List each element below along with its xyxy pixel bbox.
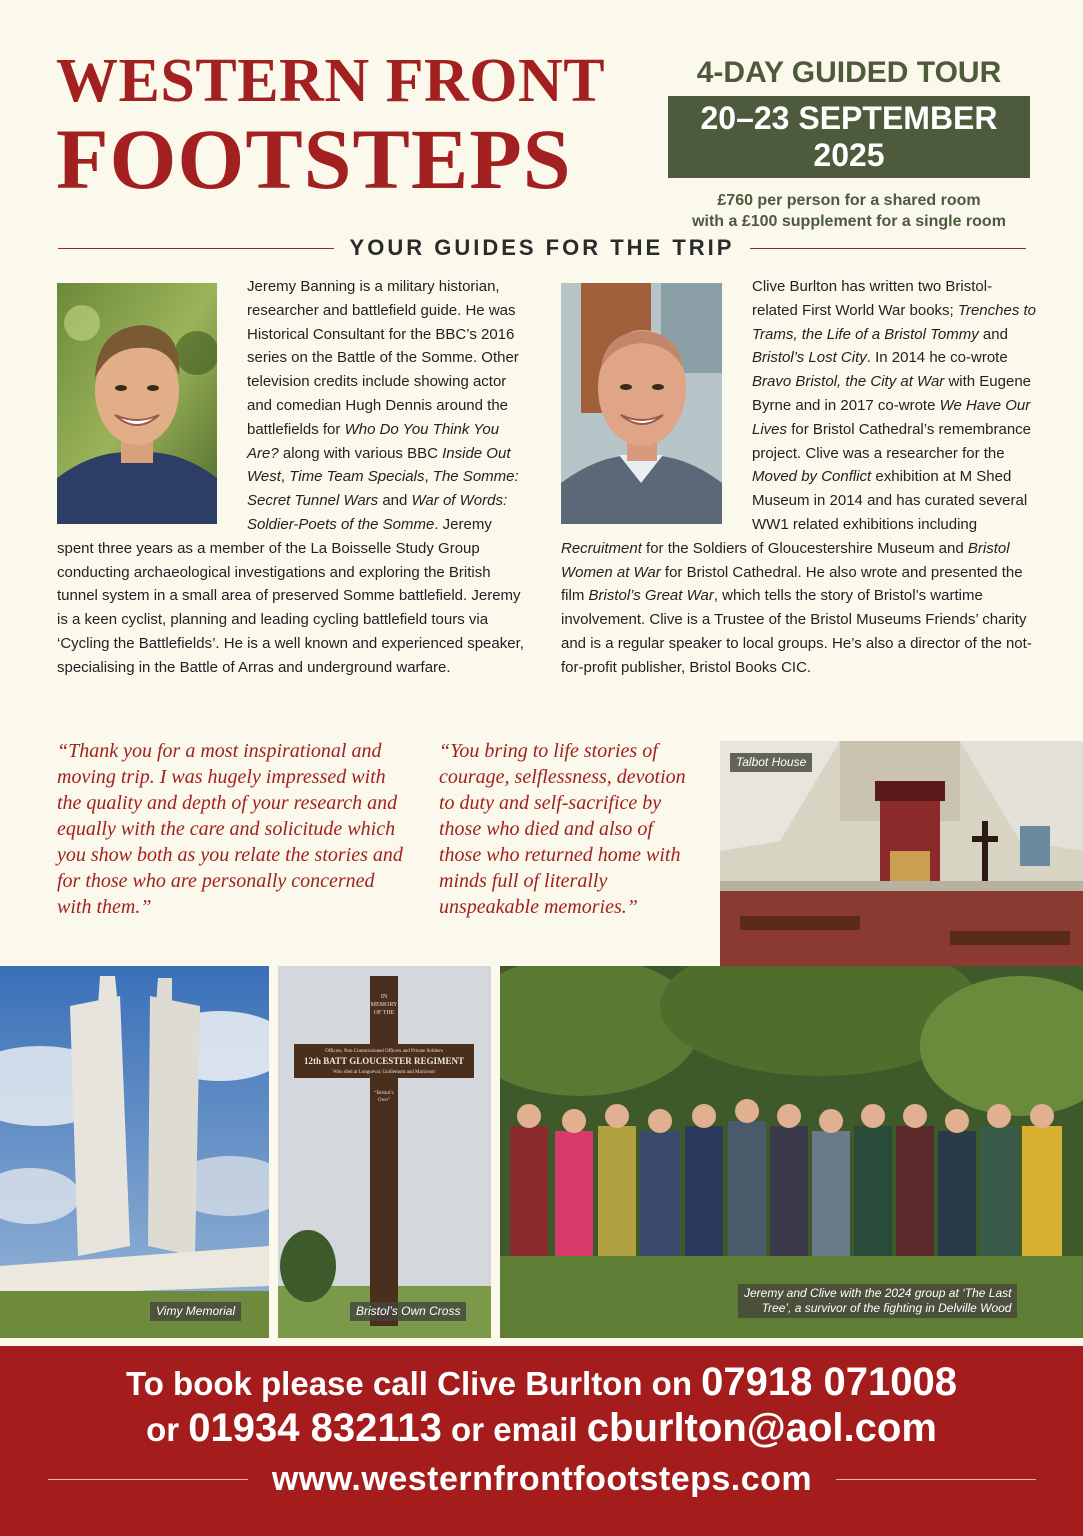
vimy-memorial-photo [0, 966, 269, 1338]
phone-landline-link[interactable]: 01934 832113 [188, 1406, 442, 1450]
jeremy-bio-text: , [424, 468, 433, 486]
cross-plaque-text: Who died at Longueval, Guillemont and Maricourt [332, 1070, 436, 1075]
vimy-memorial-caption: Vimy Memorial [150, 1302, 241, 1321]
clive-bio-title: We Have Our Lives [752, 396, 1031, 438]
guide-clive-bio [561, 275, 1036, 680]
bristols-own-cross-photo [278, 966, 491, 1338]
cross-plaque-regiment: 12th BATT GLOUCESTER REGIMENT [304, 1056, 464, 1066]
tour-kind: 4-DAY GUIDED TOUR [696, 56, 1002, 89]
section-divider [58, 233, 1026, 263]
jeremy-bio-title: Who Do You Think You Are? [247, 420, 500, 462]
tour-dates-badge: 20–23 SEPTEMBER 2025 [668, 96, 1030, 178]
cross-plaque-text: Officers, Non Commissioned Officers and Private Soldiers [325, 1049, 443, 1054]
website-link[interactable]: www.westernfrontfootsteps.com [271, 1460, 813, 1498]
clive-bio-text: with Eugene Byrne and in 2017 co-wrote [752, 373, 1032, 414]
price-line-1: £760 per person for a shared room [717, 192, 981, 209]
clive-bio-text: . In 2014 he co-wrote [866, 349, 1008, 367]
talbot-house-caption: Talbot House [730, 753, 812, 772]
price-line-2: with a £100 supplement for a single room [692, 213, 1006, 230]
group-photo-caption [738, 1284, 1017, 1318]
footer-line-left [48, 1479, 248, 1480]
group-photo [500, 966, 1083, 1338]
jeremy-portrait-photo [57, 283, 217, 524]
jeremy-bio-title: Inside Out West [247, 444, 511, 486]
clive-bio-text: for Bristol Cathedral’s remembrance project. Clive was a researcher for the [752, 420, 1032, 462]
talbot-house-image [720, 741, 1083, 974]
main-title [56, 47, 606, 207]
bristols-own-cross-image [278, 966, 491, 1338]
booking-text: To book please call Clive Burlton on [126, 1365, 702, 1402]
jeremy-bio-title: War of Words: Soldier-Poets of the Somme [247, 492, 508, 533]
clive-bio-title: Bristol Women at War [561, 539, 1010, 581]
cross-plaque-text: IN [380, 994, 388, 1000]
booking-text: or [146, 1411, 189, 1448]
guide-jeremy-bio [57, 275, 532, 680]
group-caption-line-1: Jeremy and Clive with the 2024 group at ‘The Last [744, 1286, 1012, 1300]
booking-line-2 [0, 1406, 1083, 1452]
talbot-house-photo [720, 741, 1083, 974]
tour-info [668, 56, 1030, 232]
email-link[interactable]: cburlton@aol.com [586, 1406, 937, 1450]
group-photo-image [500, 966, 1083, 1338]
vimy-memorial-image [0, 966, 269, 1338]
testimonial-quote-2: “You bring to life stories of courage, selflessness, devotion to duty and self-sacrifice by those who died and also of those who returned home with minds full of literally unspeakable memories.” [439, 740, 686, 918]
booking-line-1 [0, 1360, 1083, 1406]
section-heading: YOUR GUIDES FOR THE TRIP [349, 235, 735, 260]
divider-line-right [750, 248, 1026, 249]
clive-bio-title: Recruitment [561, 539, 642, 557]
clive-bio-title: Bristol’s Lost City [752, 349, 867, 367]
clive-bio-text: and [978, 325, 1008, 343]
website-row [48, 1460, 1036, 1499]
jeremy-bio-text: Jeremy Banning is a military historian, researcher and battlefield guide. He was Historical Consultant for the BBC’s 2016 series on the Battle of the Somme. Other television credits include showing actor and comedian Hugh Dennis around the battlefields for [247, 278, 519, 438]
cross-plaque-text: Own” [378, 1098, 390, 1103]
booking-footer [0, 1346, 1083, 1536]
jeremy-bio-text: along with various BBC [278, 444, 443, 462]
clive-bio-text: exhibition at M Shed Museum in 2014 and has curated several WW1 related exhibitions including [752, 468, 1028, 533]
tour-price [668, 190, 1030, 232]
footer-line-right [836, 1479, 1036, 1480]
jeremy-bio-text: , [280, 468, 290, 486]
bristols-own-cross-caption: Bristol’s Own Cross [350, 1302, 466, 1321]
clive-bio-text: Clive Burlton has written two Bristol-related First World War books; [752, 278, 993, 319]
clive-bio-text: for Bristol Cathedral. He also wrote and presented the film [561, 563, 1023, 605]
title-line-2: FOOTSTEPS [56, 111, 572, 207]
jeremy-bio-text: . Jeremy spent three years as a member of the La Boisselle Study Group conducting archaeological investigations and exploring the British tunnel system in a small area of preserved Somme battlefield. Jeremy is a keen cyclist, planning and leading cycling battlefield tours via ‘Cycling the Battlefields’. He is a well known and experienced speaker, specialising in the Battle of Arras and underground warfare. [57, 515, 524, 676]
cross-plaque-text: MEMORY [370, 1002, 398, 1008]
cross-plaque-text: OF THE [373, 1010, 395, 1016]
phone-mobile-link[interactable]: 07918 071008 [701, 1360, 957, 1404]
jeremy-bio-text: and [378, 492, 412, 510]
jeremy-bio-title: Time Team Specials [289, 468, 425, 486]
clive-bio-title: Bristol’s Great War [588, 587, 714, 605]
title-line-1: WESTERN FRONT [56, 47, 606, 115]
testimonial-quote-1: “Thank you for a most inspirational and moving trip. I was hugely impressed with the quality and depth of your research and equally with the care and solicitude which you show both as you relate the stories and for those who are personally concerned with them.” [57, 740, 403, 918]
group-caption-line-2: Tree’, a survivor of the fighting in Delville Wood [761, 1301, 1012, 1315]
clive-bio-text: , which tells the story of Bristol’s wartime involvement. Clive is a Trustee of the Bristol Museums Friends’ charity and is a regular speaker to local groups. He’s also a director of the not-for-profit publisher, Bristol Books CIC. [561, 587, 1032, 676]
clive-bio-text: for the Soldiers of Gloucestershire Museum and [641, 539, 968, 557]
booking-text: or email [441, 1411, 587, 1448]
jeremy-bio-title: The Somme: Secret Tunnel Wars [247, 468, 519, 510]
divider-line-left [58, 248, 334, 249]
cross-plaque-text: “Bristol’s [374, 1091, 394, 1096]
clive-portrait-photo [561, 283, 722, 524]
clive-bio-title: Bravo Bristol, the City at War [752, 373, 945, 391]
clive-bio-title: Moved by Conflict [752, 468, 872, 486]
clive-bio-title: Trenches to Trams, the Life of a Bristol Tommy [752, 301, 1036, 343]
